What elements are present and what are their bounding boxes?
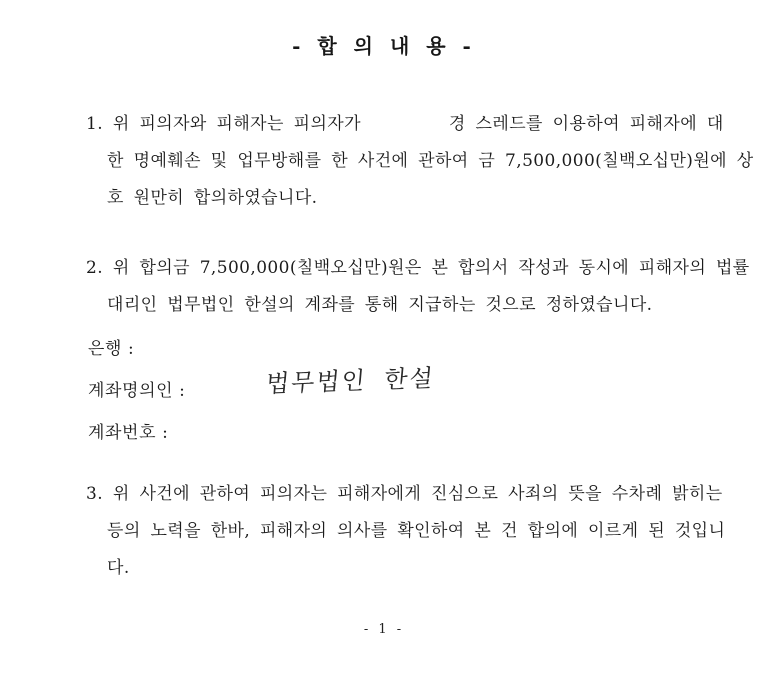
account-holder-handwritten-value: 법무법인 한설 bbox=[264, 364, 436, 399]
document-title: - 합 의 내 용 - bbox=[292, 34, 476, 58]
clause1-line1-after-gap: 경 스레드를 이용하여 피해자에 대 bbox=[448, 114, 724, 134]
bank-field-label: 은행 : bbox=[88, 339, 135, 359]
clause3-line1: 3. 위 사건에 관하여 피의자는 피해자에게 진심으로 사죄의 뜻을 수차례 밝히는 bbox=[86, 484, 723, 504]
clause1-line2: 한 명예훼손 및 업무방해를 한 사건에 관하여 금 7,500,000(칠백오십만)원에 상 bbox=[107, 151, 754, 171]
account-number-field-label: 계좌번호 : bbox=[88, 423, 169, 443]
redacted-blank-space bbox=[361, 128, 449, 129]
clause2-line2: 대리인 법무법인 한설의 계좌를 통해 지급하는 것으로 정하였습니다. bbox=[107, 295, 653, 315]
clause1-line1-before-gap: 1. 위 피의자와 피해자는 피의자가 bbox=[86, 114, 361, 134]
clause1-line1 bbox=[86, 112, 724, 136]
clause3-line2: 등의 노력을 한바, 피해자의 의사를 확인하여 본 건 합의에 이르게 된 것입니 bbox=[107, 521, 726, 541]
account-holder-field-label: 계좌명의인 : bbox=[88, 381, 186, 401]
page-number: - 1 - bbox=[363, 622, 405, 637]
clause1-line3: 호 원만히 합의하였습니다. bbox=[107, 188, 318, 208]
clause2-line1: 2. 위 합의금 7,500,000(칠백오십만)원은 본 합의서 작성과 동시에 피해자의 법률 bbox=[86, 258, 750, 278]
clause3-line3: 다. bbox=[107, 558, 130, 578]
